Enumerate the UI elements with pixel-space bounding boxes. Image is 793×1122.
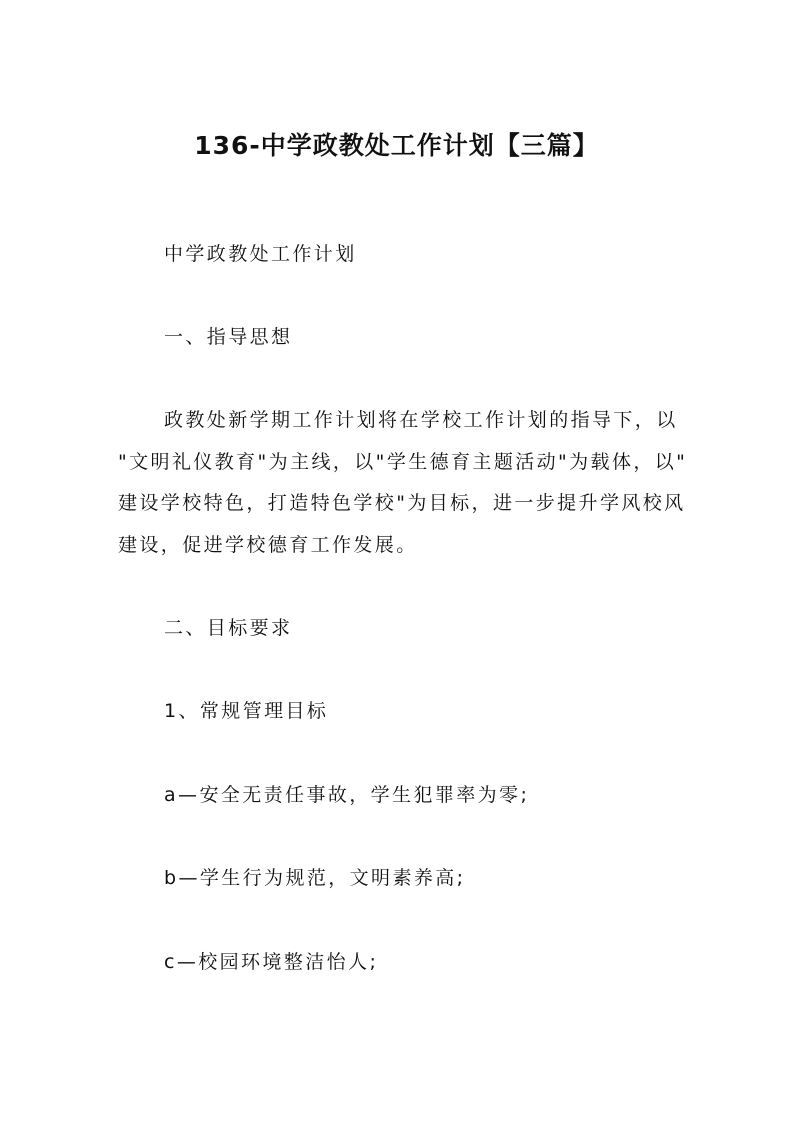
body-line: 政教处新学期工作计划将在学校工作计划的指导下，以 — [164, 409, 678, 431]
heading-guiding-thought: 一、指导思想 — [164, 326, 293, 348]
section-subtitle: 中学政教处工作计划 — [164, 243, 357, 265]
body-paragraph — [118, 400, 688, 566]
body-line: 建设学校特色，打造特色学校"为目标，进一步提升学风校风 — [118, 492, 686, 515]
list-item-c: c—校园环境整洁怡人; — [164, 951, 379, 973]
document-title: 136-中学政教处工作计划【三篇】 — [194, 131, 599, 160]
heading-goals: 二、目标要求 — [164, 617, 293, 639]
list-item-a: a—安全无责任事故，学生犯罪率为零; — [164, 784, 530, 806]
heading-routine-goals: 1、常规管理目标 — [164, 700, 329, 722]
body-line: 建设，促进学校德育工作发展。 — [118, 533, 418, 556]
body-line: "文明礼仪教育"为主线，以"学生德育主题活动"为载体，以" — [118, 450, 688, 473]
list-item-b: b—学生行为规范，文明素养高; — [164, 867, 466, 889]
